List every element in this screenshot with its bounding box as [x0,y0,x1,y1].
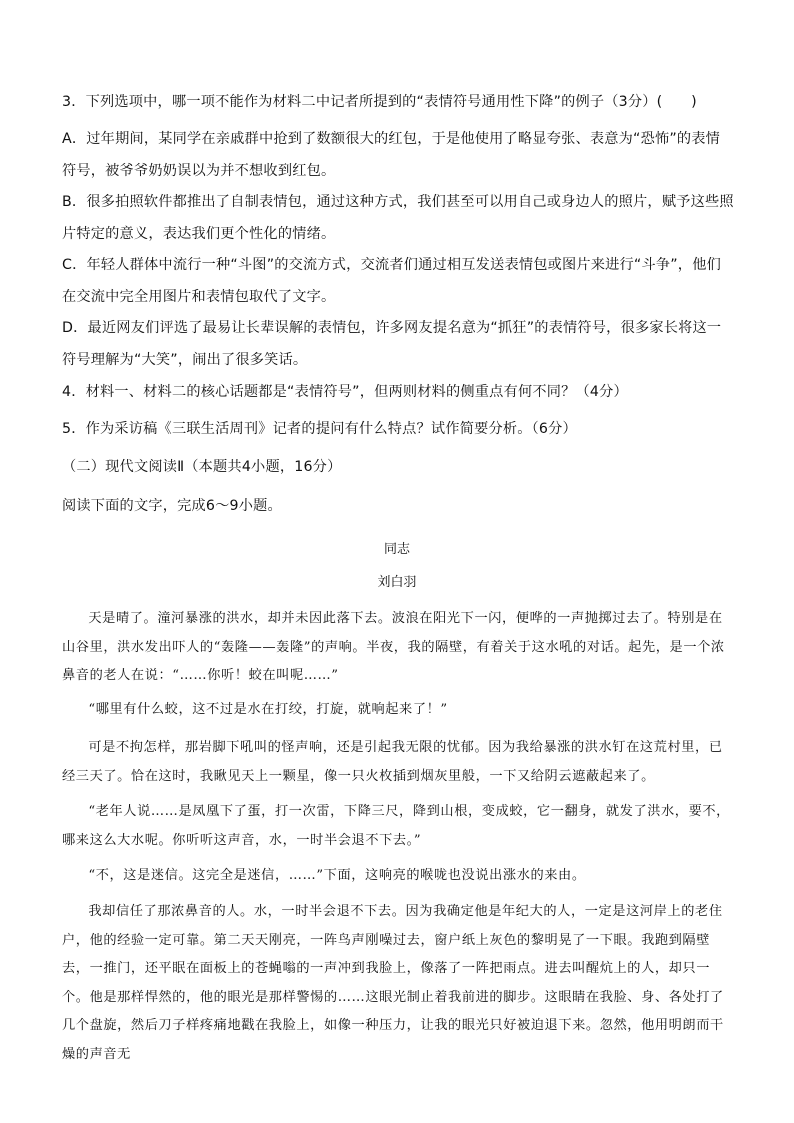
story-title: 同志 [383,542,410,557]
story-paragraph: “哪里有什么蛟，这不过是水在打绞，打旋，就响起来了！” [88,702,448,717]
story-author: 刘白羽 [377,575,417,590]
question-4: 4．材料一、材料二的核心话题都是“表情符号”，但两则材料的侧重点有何不同？（4分） [62,384,628,400]
story-paragraph: 可是不拘怎样，那岩脚下吼叫的怪声响，还是引起我无限的忧郁。因为我给暴涨的洪水钉在这荒村里，已经三天了。恰在这时，我瞅见天上一颗星，像一只火枚插到烟灰里般，一下又给阴云遮蔽起来了。 [62,740,723,784]
option-b: B．很多拍照软件都推出了自制表情包，通过这种方式，我们甚至可以用自己或身边人的照片，赋予这些照片特定的意义，表达我们更个性化的情绪。 [62,194,734,242]
reading-instruction: 阅读下面的文字，完成6～9小题。 [62,498,282,514]
option-a: A．过年期间，某同学在亲戚群中抢到了数额很大的红包，于是他使用了略显夸张、表意为“恐怖”的表情符号，被爷爷奶奶误以为并不想收到红包。 [62,131,721,179]
story-paragraph: 天是晴了。潼河暴涨的洪水，却并未因此落下去。波浪在阳光下一闪，便哗的一声抛掷过去了。特别是在山谷里，洪水发出吓人的“轰隆——轰隆”的声响。半夜，我的隔壁，有着关于这水吼的对话。起先，是一个浓鼻音的老人在说：“……你听！蛟在叫呢……” [62,611,725,683]
option-d: D．最近网友们评选了最易让长辈误解的表情包，许多网友提名意为“抓狂”的表情符号，很多家长将这一符号理解为“大笑”，闹出了很多笑话。 [62,320,722,368]
option-c: C．年轻人群体中流行一种“斗图”的交流方式，交流者们通过相互发送表情包或图片来进行“斗争”，他们在交流中完全用图片和表情包取代了文字。 [62,257,721,305]
question-5: 5．作为采访稿《三联生活周刊》记者的提问有什么特点？试作简要分析。（6分） [62,421,577,437]
story-paragraph: 我却信任了那浓鼻音的人。水，一时半会退不下去。因为我确定他是年纪大的人，一定是这河岸上的老住户，他的经验一定可靠。第二天天刚亮，一阵鸟声刚噪过去，窗户纸上灰色的黎明晃了一下眼。我跑到隔壁去，一推门，还平眠在面板上的苍蝇嗡的一声冲到我脸上，像落了一阵把雨点。进去叫醒炕上的人，却只一个。他是那样悍然的，他的眼光是那样警惕的……这眼光制止着我前进的脚步。这眼睛在我脸、身、各处打了几个盘旋，然后刀子样疼痛地戳在我脸上，如像一种压力，让我的眼光只好被迫退下来。忽然，他用明朗而干燥的声音无 [62,904,724,1062]
section-heading: （二）现代文阅读Ⅱ（本题共4小题，16分） [62,459,342,475]
question-3: 3．下列选项中，哪一项不能作为材料二中记者所提到的“表情符号通用性下降”的例子（3分）( ) [62,94,697,110]
story-paragraph: “不，这是迷信。这完全是迷信，……”下面，这响亮的喉咙也没说出涨水的来由。 [88,868,586,883]
story-paragraph: “老年人说……是凤凰下了蛋，打一次雷，下降三尺，降到山根，变成蛟，它一翻身，就发了洪水，要不，哪来这么大水呢。你听听这声音，水，一时半会退不下去。” [62,804,730,848]
